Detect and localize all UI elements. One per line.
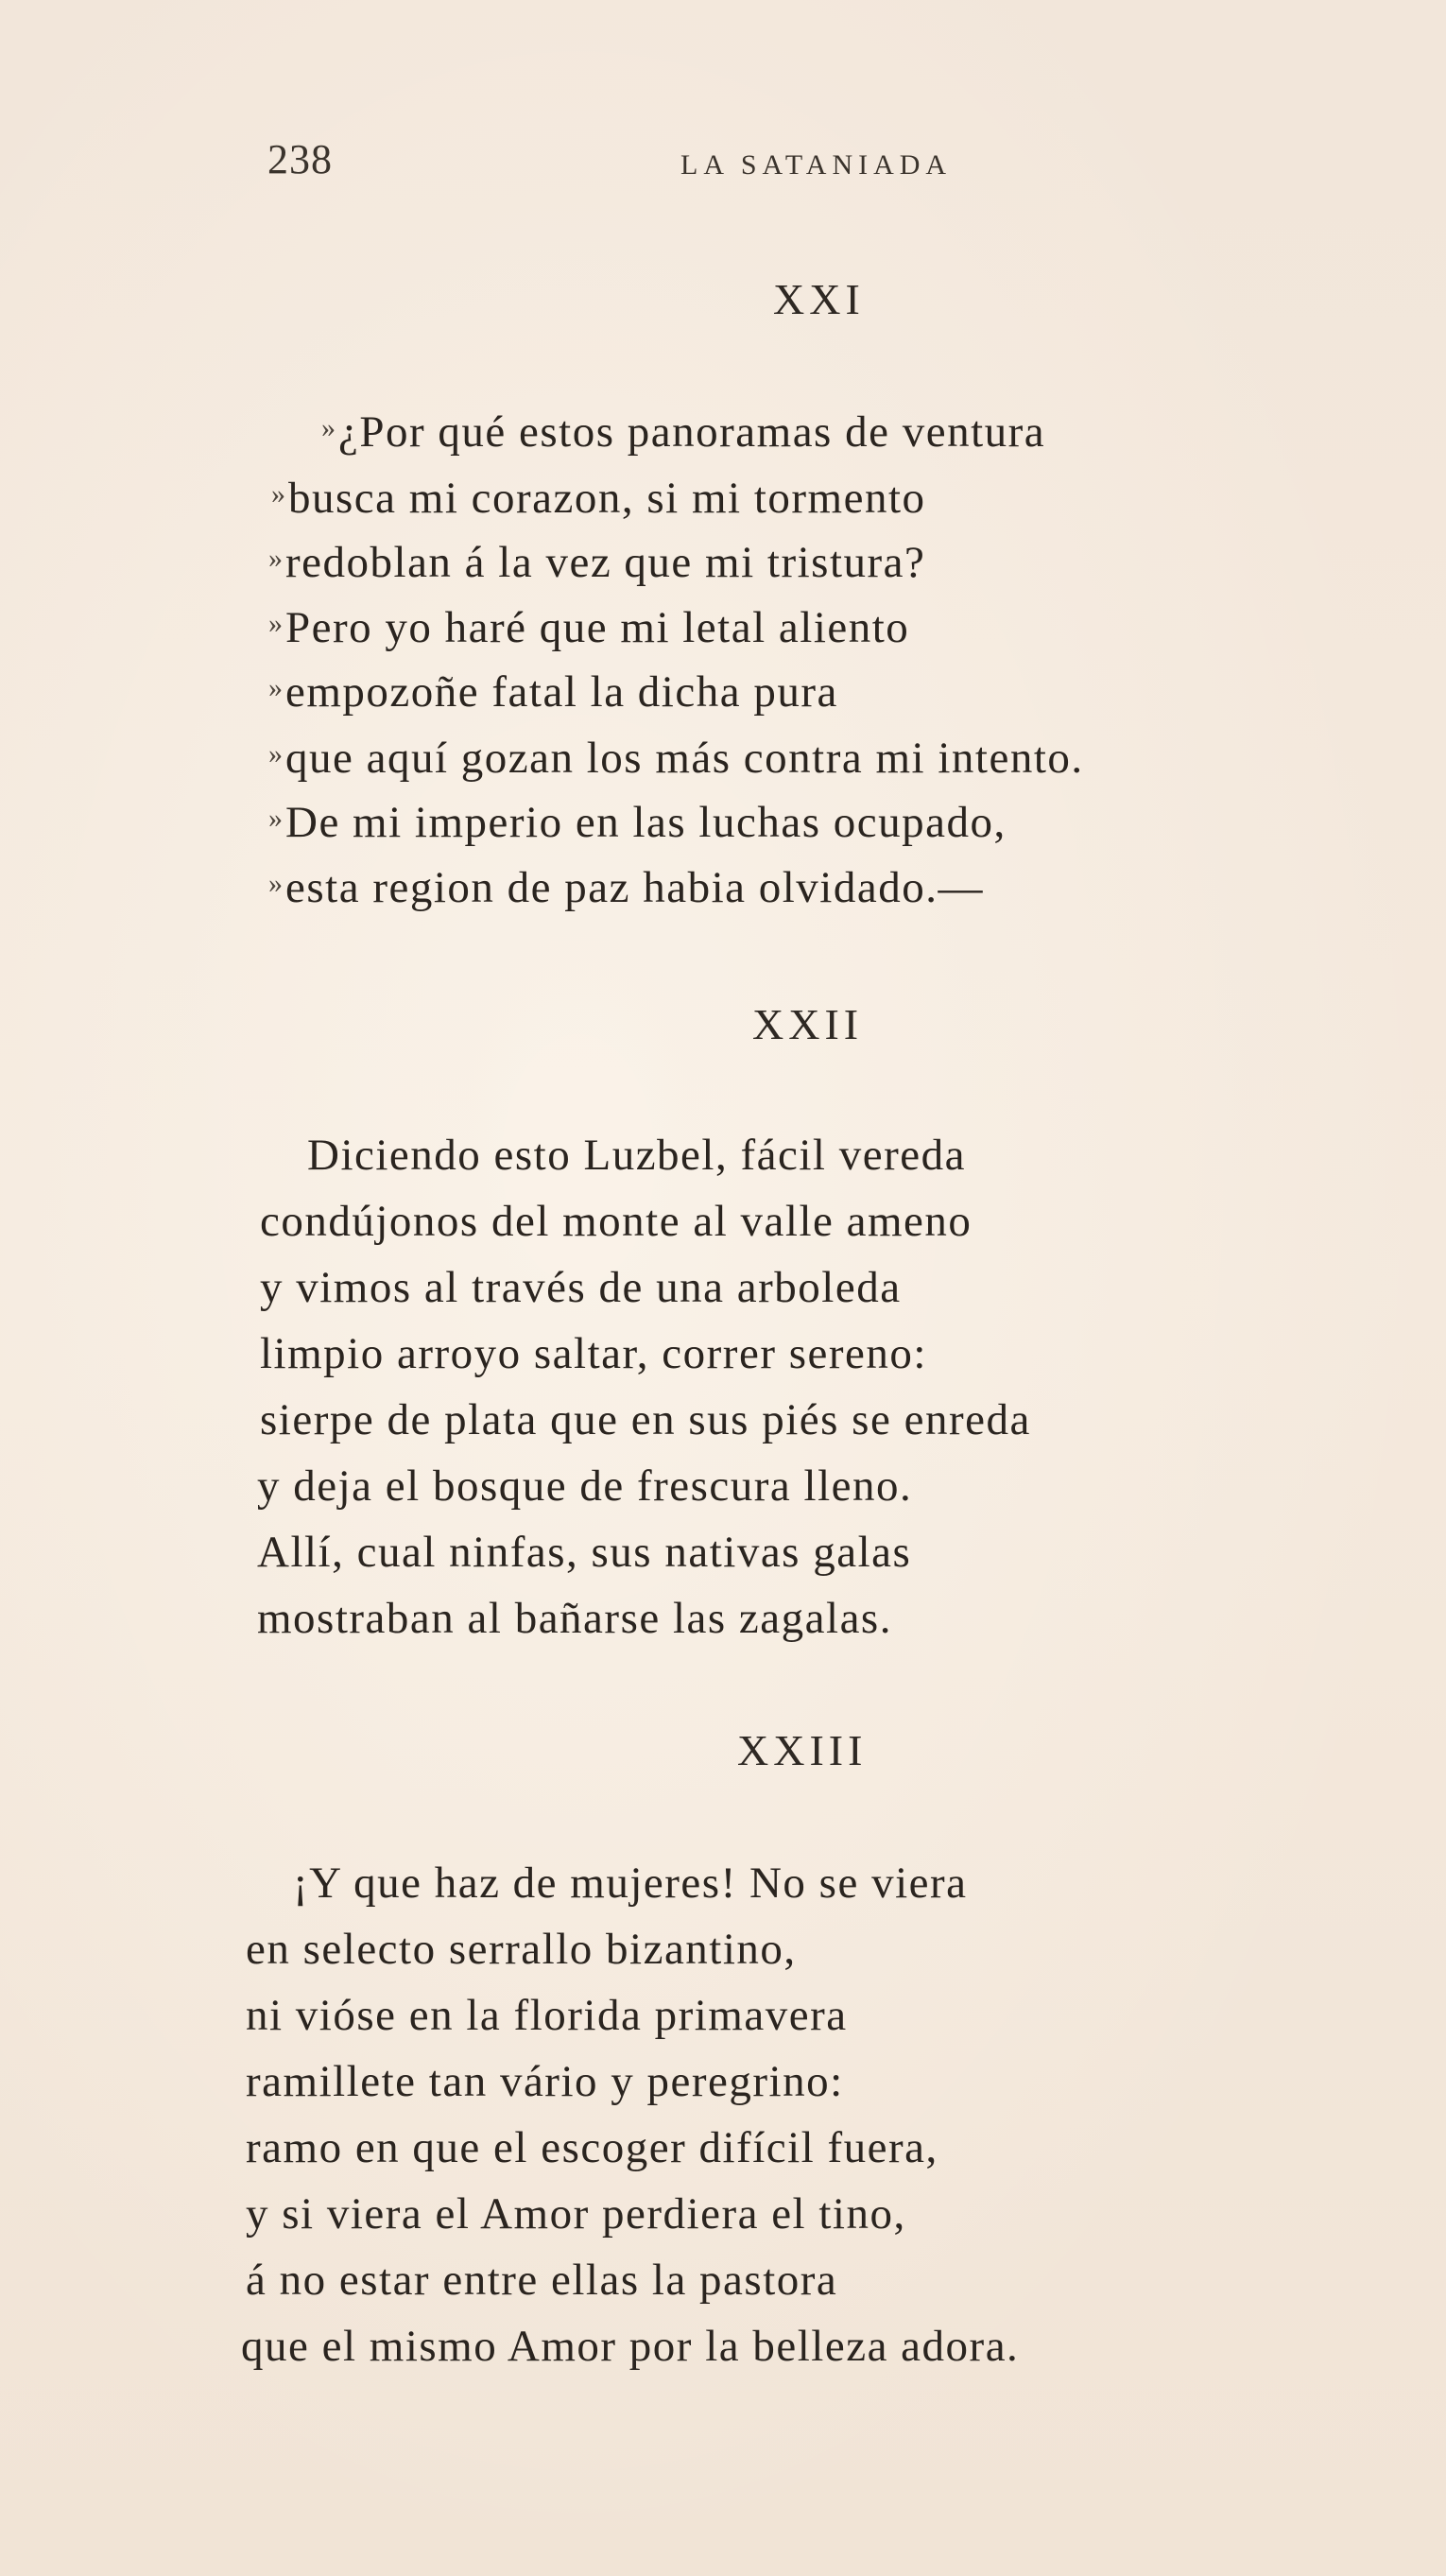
verse-line: [246, 1924, 797, 1975]
quote-mark: »: [268, 868, 283, 899]
quote-mark: »: [268, 803, 283, 834]
verse-text: ramillete tan vário y peregrino:: [246, 2057, 844, 2106]
verse-text: que el mismo Amor por la belleza adora.: [241, 2322, 1020, 2371]
verse-text: Allí, cual ninfas, sus nativas galas: [257, 1528, 912, 1577]
verse-line: [260, 1262, 902, 1313]
verse-text: esta region de paz habia olvidado.—: [285, 863, 984, 912]
verse-line: [246, 2255, 837, 2306]
verse-text: redoblan á la vez que mi tristura?: [285, 538, 926, 587]
verse-line: [241, 2321, 1019, 2372]
verse-line: [257, 1461, 912, 1512]
verse-text: en selecto serrallo bizantino,: [246, 1925, 797, 1974]
verse-line: [246, 2056, 844, 2107]
verse-text: Diciendo esto Luzbel, fácil vereda: [307, 1131, 966, 1180]
verse-text: sierpe de plata que en sus piés se enreda: [260, 1395, 1031, 1444]
verse-text: empozoñe fatal la dicha pura: [285, 667, 838, 717]
stanza-title-xxiii: XXIII: [737, 1726, 868, 1774]
verse-text: ¿Por qué estos panoramas de ventura: [338, 407, 1046, 457]
verse-line: [271, 473, 926, 524]
verse-line: [246, 1990, 848, 2041]
verse-line: [257, 1593, 892, 1644]
verse-text: y deja el bosque de frescura lleno.: [257, 1461, 913, 1511]
verse-line: [268, 537, 925, 588]
verse-text: ni vióse en la florida primavera: [246, 1991, 848, 2040]
quote-mark: »: [271, 478, 285, 510]
verse-line: [246, 2188, 906, 2239]
verse-line: [268, 602, 909, 653]
verse-text: busca mi corazon, si mi tormento: [288, 474, 926, 523]
quote-mark: »: [268, 543, 283, 574]
verse-text: ¡Y que haz de mujeres! No se viera: [293, 1859, 968, 1908]
quote-mark: »: [321, 412, 336, 443]
verse-text: y vimos al través de una arboleda: [260, 1263, 902, 1312]
verse-text: que aquí gozan los más contra mi intento.: [285, 734, 1084, 783]
verse-line: [293, 1858, 968, 1909]
verse-line: [268, 862, 984, 913]
verse-line: [321, 406, 1045, 458]
verse-line: [260, 1328, 927, 1379]
verse-text: ramo en que el escoger difícil fuera,: [246, 2123, 938, 2172]
stanza-title-xxii: XXII: [752, 1000, 864, 1048]
running-title: LA SATANIADA: [680, 149, 953, 181]
verse-text: mostraban al bañarse las zagalas.: [257, 1594, 892, 1643]
verse-text: limpio arroyo saltar, correr sereno:: [260, 1329, 927, 1378]
verse-line: [268, 733, 1084, 784]
verse-text: condújonos del monte al valle ameno: [260, 1197, 973, 1246]
verse-text: y si viera el Amor perdiera el tino,: [246, 2189, 906, 2239]
quote-mark: »: [268, 608, 283, 639]
verse-line: [260, 1394, 1031, 1445]
quote-mark: »: [268, 738, 283, 769]
verse-line: [268, 666, 838, 717]
stanza-title-xxi: XXI: [773, 275, 865, 323]
verse-line: [307, 1130, 966, 1181]
page-number: 238: [267, 136, 333, 182]
verse-line: [268, 797, 1007, 848]
quote-mark: »: [268, 672, 283, 703]
verse-text: Pero yo haré que mi letal aliento: [285, 603, 910, 652]
verse-line: [257, 1527, 911, 1578]
verse-text: De mi imperio en las luchas ocupado,: [285, 798, 1007, 847]
verse-text: á no estar entre ellas la pastora: [246, 2256, 838, 2305]
verse-line: [246, 2122, 938, 2173]
verse-line: [260, 1196, 972, 1247]
